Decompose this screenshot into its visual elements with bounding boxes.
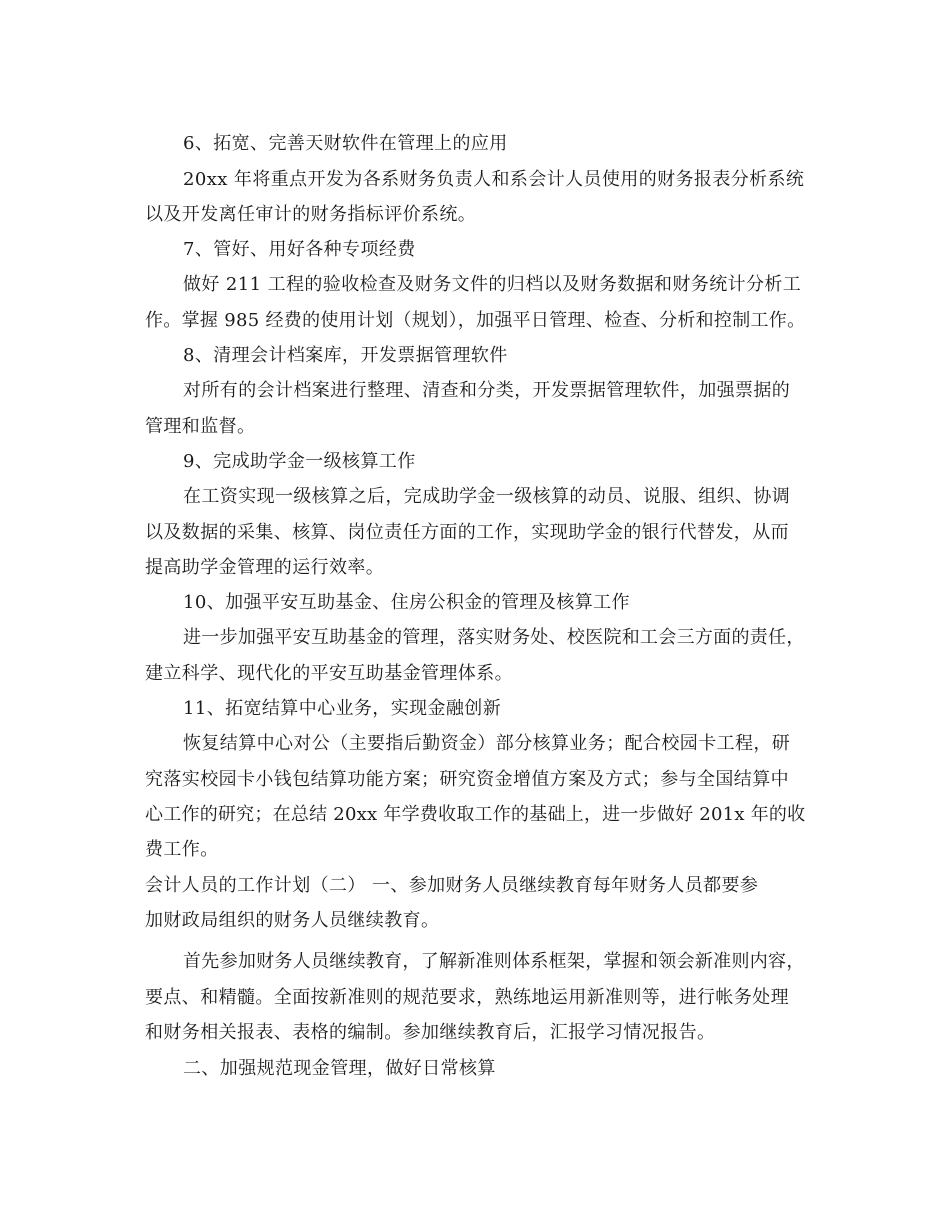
heading-item-7: 7、管好、用好各种专项经费 bbox=[183, 239, 416, 260]
paragraph-line: 提高助学金管理的运行效率。 bbox=[145, 557, 385, 578]
paragraph-line: 心工作的研究；在总结 20xx 年学费收取工作的基础上，进一步做好 201x 年的收 bbox=[145, 804, 806, 825]
paragraph-line: 建立科学、现代化的平安互助基金管理体系。 bbox=[145, 663, 513, 684]
paragraph-line: 要点、和精髓。全面按新准则的规范要求，熟练地运用新准则等，进行帐务处理 bbox=[145, 987, 789, 1008]
heading-item-9: 9、完成助学金一级核算工作 bbox=[183, 451, 416, 472]
heading-item-two: 二、加强规范现金管理，做好日常核算 bbox=[183, 1058, 496, 1079]
paragraph-line: 在工资实现一级核算之后，完成助学金一级核算的动员、说服、组织、协调 bbox=[183, 486, 791, 507]
paragraph-line: 费工作。 bbox=[145, 839, 219, 860]
paragraph-line: 首先参加财务人员继续教育，了解新准则体系框架，掌握和领会新准则内容， bbox=[183, 951, 805, 972]
paragraph-line: 以及数据的采集、核算、岗位责任方面的工作，实现助学金的银行代替发，从而 bbox=[145, 522, 789, 543]
paragraph-line: 20xx 年将重点开发为各系财务负责人和系会计人员使用的财务报表分析系统 bbox=[183, 169, 805, 190]
heading-item-11: 11、拓宽结算中心业务，实现金融创新 bbox=[183, 698, 502, 719]
paragraph-line: 恢复结算中心对公（主要指后勤资金）部分核算业务；配合校园卡工程，研 bbox=[183, 733, 791, 754]
paragraph-line: 对所有的会计档案进行整理、清查和分类，开发票据管理软件，加强票据的 bbox=[183, 380, 791, 401]
paragraph-line: 作。掌握 985 经费的使用计划（规划），加强平日管理、检查、分析和控制工作。 bbox=[145, 310, 806, 331]
section-title-line: 会计人员的工作计划（二） 一、参加财务人员继续教育每年财务人员都要参 bbox=[145, 875, 759, 896]
heading-item-8: 8、清理会计档案库，开发票据管理软件 bbox=[183, 345, 508, 366]
heading-item-6: 6、拓宽、完善天财软件在管理上的应用 bbox=[183, 133, 508, 154]
paragraph-line: 做好 211 工程的验收检查及财务文件的归档以及财务数据和财务统计分析工 bbox=[183, 274, 802, 295]
paragraph-line: 进一步加强平安互助基金的管理，落实财务处、校医院和工会三方面的责任， bbox=[183, 627, 805, 648]
paragraph-line: 加财政局组织的财务人员继续教育。 bbox=[145, 910, 440, 931]
paragraph-line: 以及开发离任审计的财务指标评价系统。 bbox=[145, 204, 477, 225]
heading-item-10: 10、加强平安互助基金、住房公积金的管理及核算工作 bbox=[183, 592, 630, 613]
paragraph-line: 和财务相关报表、表格的编制。参加继续教育后，汇报学习情况报告。 bbox=[145, 1022, 716, 1043]
paragraph-line: 究落实校园卡小钱包结算功能方案；研究资金增值方案及方式；参与全国结算中 bbox=[145, 769, 789, 790]
paragraph-line: 管理和监督。 bbox=[145, 416, 256, 437]
